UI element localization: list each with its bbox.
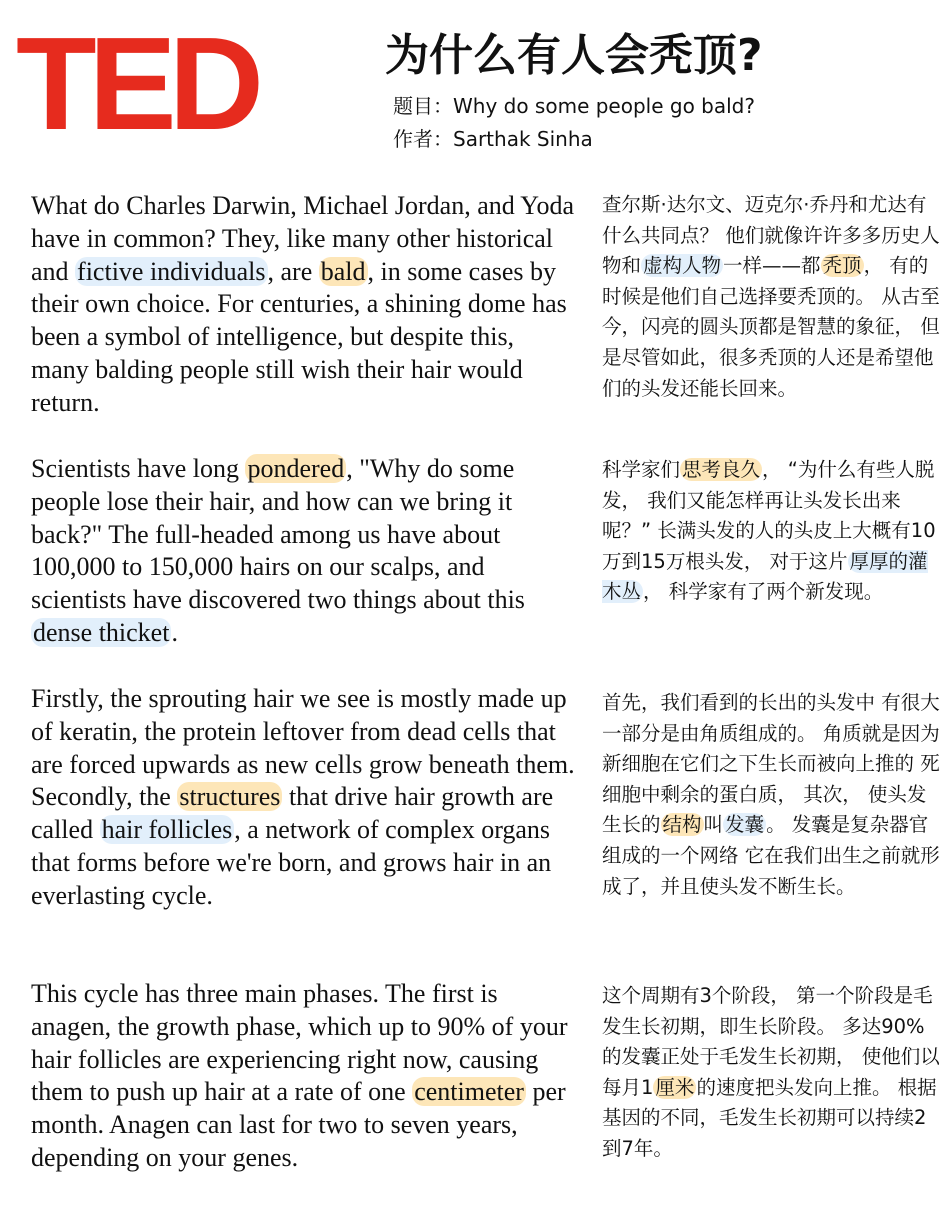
highlighted-term: 秃顶 xyxy=(822,254,862,278)
highlighted-term: centimeter xyxy=(414,1077,524,1107)
paragraph-zh-4 xyxy=(602,981,942,1165)
text-segment: ， 有的时候是他们自己选择要秃顶的。 从古至今，闪亮的圆头顶都是智慧的象征， 但是尽管如此，很多秃顶的人还是希望他们的头发还能长回来。 xyxy=(602,254,940,400)
author-label: 作者： xyxy=(393,127,453,151)
paragraph-en-3 xyxy=(31,683,576,913)
text-segment: 叫 xyxy=(703,813,724,837)
topic-label: 题目： xyxy=(393,94,453,118)
highlighted-term: dense thicket xyxy=(33,617,170,647)
highlighted-term: 厚厚的灌木丛 xyxy=(602,549,928,604)
highlighted-term: structures xyxy=(179,782,281,812)
paragraph-zh-1 xyxy=(602,190,942,404)
text-segment: , are xyxy=(267,256,319,286)
text-segment: per month. Anagen can last for two to seven years, depending on your genes. xyxy=(31,1077,566,1172)
paragraph-zh-2 xyxy=(602,455,942,608)
text-segment: , in some cases by their own choice. For centuries, a shining dome has been a symbol of intelligence, but despite this, many balding people still wish their hair would return. xyxy=(31,256,567,417)
ted-logo: TED xyxy=(16,10,256,157)
text-segment: 查尔斯·达尔文、迈克尔·乔丹和尤达有什么共同点？ 他们就像许许多多历史人物和 xyxy=(602,193,940,278)
text-segment: , "Why do some people lose their hair, and how can we bring it back?" The full-headed among us have about 100,000 to 150,000 hairs on our scalps, and scientists have discovered two things about this xyxy=(31,454,525,615)
paragraph-zh-3 xyxy=(602,688,942,902)
text-segment: Scientists have long xyxy=(31,454,246,483)
highlighted-term: fictive individuals xyxy=(77,256,266,286)
text-segment: 科学家们 xyxy=(602,458,681,481)
topic-value: Why do some people go bald? xyxy=(453,94,755,118)
text-segment: 的速度把头发向上推。 根据基因的不同，毛发生长初期可以持续2到7年。 xyxy=(602,1075,937,1160)
text-segment: 。 发囊是复杂器官组成的一个网络 它在我们出生之前就形成了，并且使头发不断生长。 xyxy=(602,813,940,898)
text-segment: This cycle has three main phases. The first is anagen, the growth phase, which up to 90% of your hair follicles are experiencing right now, causing them to push up hair at a rate of one xyxy=(31,979,568,1107)
author-value: Sarthak Sinha xyxy=(453,127,593,151)
text-segment: 这个周期有3个阶段， 第一个阶段是毛发生长初期，即生长阶段。 多达90%的发囊正处于毛发生长初期， 使他们以每月1 xyxy=(602,984,940,1099)
paragraph-en-2 xyxy=(31,453,576,650)
highlighted-term: bald xyxy=(320,256,366,286)
highlighted-term: 发囊 xyxy=(725,813,765,837)
text-segment: . xyxy=(171,617,178,647)
author-line xyxy=(393,125,593,153)
text-segment: 首先，我们看到的长出的头发中 有很大一部分是由角质组成的。 角质就是因为新细胞在它们之下生长而被向上推的 死细胞中剩余的蛋白质， 其次， 使头发生长的 xyxy=(602,691,940,837)
paragraph-en-4 xyxy=(31,978,576,1175)
text-segment: ， “为什么有些人脱发， 我们又能怎样再让头发长出来呢？” 长满头发的人的头皮上大概有10万到15万根头发， 对于这片 xyxy=(602,458,936,573)
paragraph-en-1 xyxy=(31,190,576,420)
page-title: 为什么有人会秃顶? xyxy=(385,30,763,81)
highlighted-term: hair follicles xyxy=(101,815,233,845)
text-segment: What do Charles Darwin, Michael Jordan, and Yoda have in common? They, like many other historical and xyxy=(31,191,574,286)
text-segment: ， 科学家有了两个新发现。 xyxy=(643,580,884,604)
highlighted-term: 虚构人物 xyxy=(643,254,722,278)
topic-line xyxy=(393,92,755,120)
highlighted-term: pondered xyxy=(247,454,345,483)
highlighted-term: 结构 xyxy=(662,813,702,837)
highlighted-term: 思考良久 xyxy=(682,458,761,481)
text-segment: , a network of complex organs that forms before we're born, and grows hair in an everlasting cycle. xyxy=(31,815,552,910)
text-segment: 一样——都 xyxy=(723,254,821,278)
text-segment: that drive hair growth are called xyxy=(31,782,554,845)
text-segment: Firstly, the sprouting hair we see is mostly made up of keratin, the protein leftover from dead cells that are forced upwards as new cells grow beneath them. Secondly, the xyxy=(31,684,575,812)
highlighted-term: 厘米 xyxy=(655,1075,695,1099)
